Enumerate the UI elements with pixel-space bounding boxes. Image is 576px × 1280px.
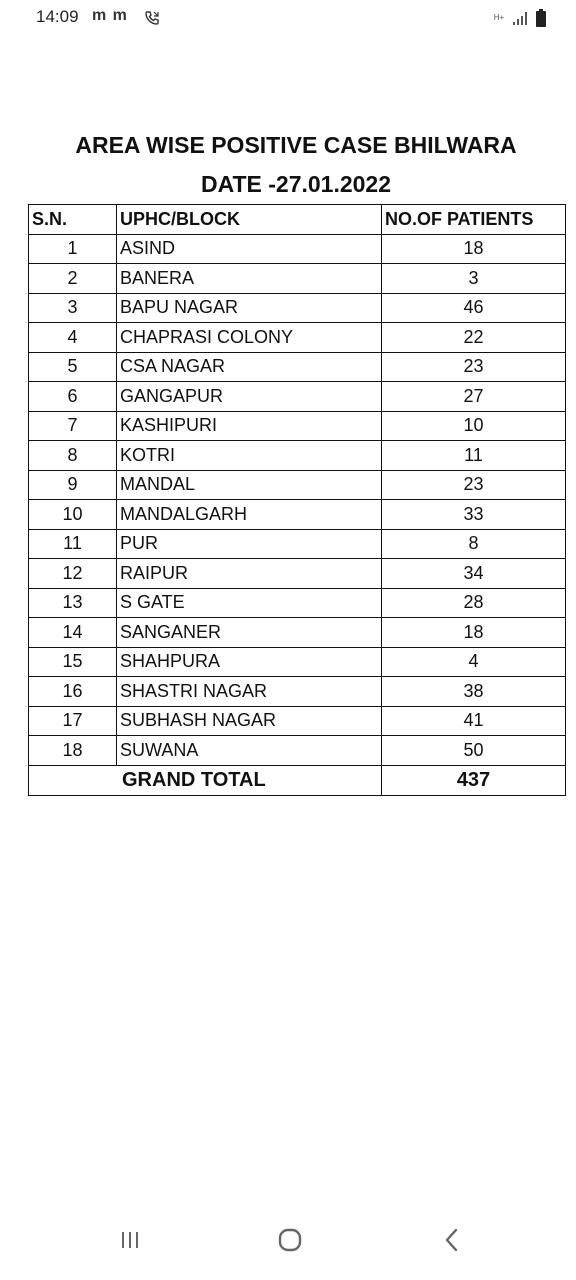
table-body (29, 234, 566, 765)
row-sn: 12 (29, 559, 117, 589)
table-row (29, 323, 566, 353)
header-block: UPHC/BLOCK (117, 205, 382, 235)
table-row (29, 559, 566, 589)
row-sn: 9 (29, 470, 117, 500)
row-patient-count: 4 (382, 647, 566, 677)
row-block-name: MANDAL (117, 470, 382, 500)
recent-apps-button[interactable] (110, 1220, 150, 1260)
row-block-name: SANGANER (117, 618, 382, 648)
row-block-name: PUR (117, 529, 382, 559)
recent-apps-icon (119, 1230, 141, 1250)
row-sn: 14 (29, 618, 117, 648)
row-block-name: SUBHASH NAGAR (117, 706, 382, 736)
signal-icon (512, 10, 530, 26)
table-row (29, 441, 566, 471)
back-button[interactable] (432, 1220, 472, 1260)
row-patient-count: 10 (382, 411, 566, 441)
table-row (29, 677, 566, 707)
row-patient-count: 8 (382, 529, 566, 559)
row-block-name: RAIPUR (117, 559, 382, 589)
table-row (29, 500, 566, 530)
row-block-name: KASHIPURI (117, 411, 382, 441)
row-patient-count: 11 (382, 441, 566, 471)
row-patient-count: 18 (382, 234, 566, 264)
row-patient-count: 23 (382, 352, 566, 382)
row-sn: 10 (29, 500, 117, 530)
header-patients: NO.OF PATIENTS (382, 205, 566, 235)
row-block-name: MANDALGARH (117, 500, 382, 530)
row-sn: 2 (29, 264, 117, 294)
row-patient-count: 27 (382, 382, 566, 412)
row-patient-count: 23 (382, 470, 566, 500)
row-patient-count: 50 (382, 736, 566, 766)
table-row (29, 234, 566, 264)
row-patient-count: 46 (382, 293, 566, 323)
table-row (29, 382, 566, 412)
row-block-name: BANERA (117, 264, 382, 294)
row-patient-count: 18 (382, 618, 566, 648)
call-icon (144, 10, 160, 31)
table-row (29, 647, 566, 677)
row-block-name: S GATE (117, 588, 382, 618)
cases-table (28, 204, 566, 796)
notification-icons: m m (92, 7, 128, 24)
row-sn: 6 (29, 382, 117, 412)
battery-icon (536, 9, 546, 27)
header-sn: S.N. (29, 205, 117, 235)
home-icon (277, 1227, 303, 1253)
cases-table-container (28, 204, 566, 796)
row-block-name: KOTRI (117, 441, 382, 471)
row-block-name: SUWANA (117, 736, 382, 766)
navigation-bar (0, 1212, 576, 1262)
row-block-name: GANGAPUR (117, 382, 382, 412)
row-patient-count: 33 (382, 500, 566, 530)
status-indicators (492, 8, 546, 28)
row-sn: 17 (29, 706, 117, 736)
row-patient-count: 22 (382, 323, 566, 353)
row-sn: 18 (29, 736, 117, 766)
row-block-name: BAPU NAGAR (117, 293, 382, 323)
row-sn: 5 (29, 352, 117, 382)
row-sn: 3 (29, 293, 117, 323)
table-row (29, 293, 566, 323)
status-bar (0, 0, 576, 36)
status-time: 14:09 (36, 7, 79, 26)
grand-total-row (29, 765, 566, 795)
table-row (29, 411, 566, 441)
row-patient-count: 28 (382, 588, 566, 618)
row-block-name: CHAPRASI COLONY (117, 323, 382, 353)
row-sn: 15 (29, 647, 117, 677)
row-patient-count: 34 (382, 559, 566, 589)
table-row (29, 470, 566, 500)
table-header-row (29, 205, 566, 235)
row-sn: 11 (29, 529, 117, 559)
row-sn: 4 (29, 323, 117, 353)
grand-total-label: GRAND TOTAL (29, 765, 382, 795)
table-row (29, 588, 566, 618)
network-type-icon: H+ (493, 13, 505, 22)
row-sn: 1 (29, 234, 117, 264)
document-date: DATE -27.01.2022 (200, 171, 392, 197)
table-row (29, 529, 566, 559)
table-row (29, 736, 566, 766)
row-block-name: ASIND (117, 234, 382, 264)
row-sn: 13 (29, 588, 117, 618)
grand-total-value: 437 (382, 765, 566, 795)
row-sn: 8 (29, 441, 117, 471)
table-row (29, 706, 566, 736)
row-block-name: SHASTRI NAGAR (117, 677, 382, 707)
row-sn: 7 (29, 411, 117, 441)
row-patient-count: 3 (382, 264, 566, 294)
row-patient-count: 41 (382, 706, 566, 736)
row-block-name: SHAHPURA (117, 647, 382, 677)
table-row (29, 352, 566, 382)
row-sn: 16 (29, 677, 117, 707)
back-icon (442, 1227, 462, 1253)
row-patient-count: 38 (382, 677, 566, 707)
table-row (29, 618, 566, 648)
table-row (29, 264, 566, 294)
row-block-name: CSA NAGAR (117, 352, 382, 382)
home-button[interactable] (270, 1220, 310, 1260)
document-title: AREA WISE POSITIVE CASE BHILWARA (75, 132, 517, 158)
